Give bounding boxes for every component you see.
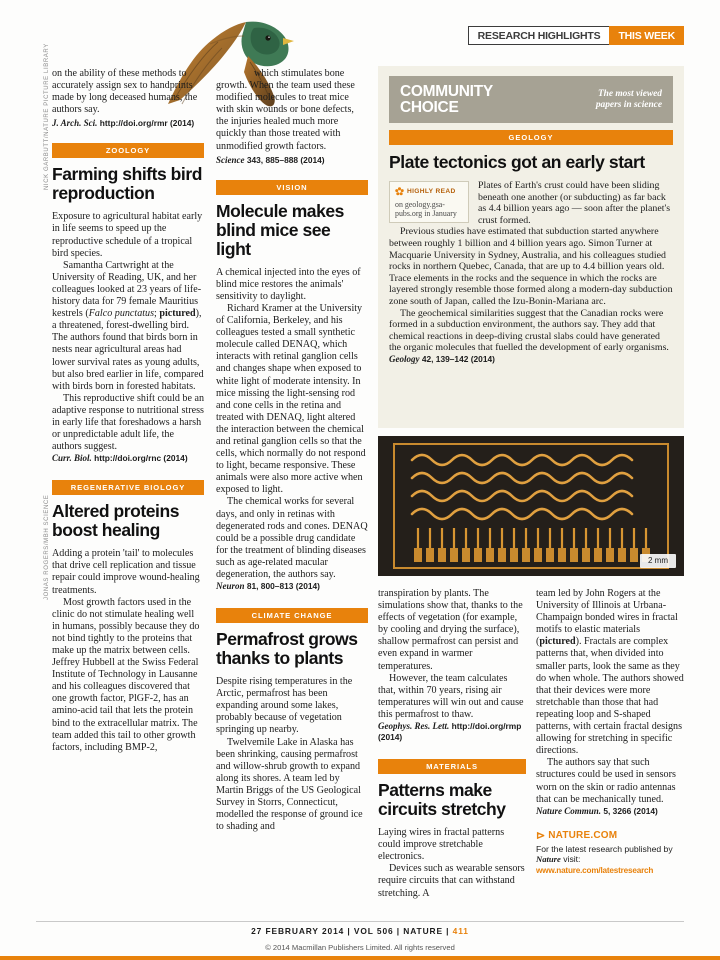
article-regenerative-biology bbox=[52, 480, 204, 754]
headline-vision: Molecule makes blind mice see light bbox=[216, 200, 344, 259]
fractal-circuit-graphic bbox=[378, 436, 684, 576]
carryover-text-col1: on the ability of these methods to accurately assign sex to handprints made by long deceased humans, the authors say. J. Arch. Sci. http://doi.org/rmr (2014) bbox=[52, 68, 204, 129]
nature-com-url[interactable]: www.nature.com/latestresearch bbox=[536, 865, 654, 875]
column-4 bbox=[536, 588, 684, 875]
headline-materials: Patterns make circuits stretchy bbox=[378, 780, 506, 820]
citation-col1-carryover: J. Arch. Sci. http://doi.org/rmr (2014) bbox=[52, 118, 195, 129]
running-head-issue: THIS WEEK bbox=[609, 26, 684, 45]
fractal-circuit-photo bbox=[378, 436, 684, 576]
article-climate-change bbox=[216, 608, 368, 833]
headline-geology: Plate tectonics got an early start bbox=[389, 152, 645, 172]
kicker-materials: MATERIALS bbox=[378, 759, 526, 774]
zoology-para2: Samantha Cartwright at the University of Reading, UK, and her colleagues looked at 23 years of life-history data for 79 female Mauritius kestrels (Falco punctatus; pictured), a threatened, forest-dwelling bird. The authors found that birds born in nests near agricultural areas had lower survival rates as young adults, but also bred earlier in life, compared with birds born in forested habitats. bbox=[52, 259, 204, 392]
citation-nature-commun: Nature Commun. 5, 3266 (2014) bbox=[536, 805, 658, 816]
article-zoology bbox=[52, 143, 204, 464]
folio-volume: VOL 506 bbox=[353, 926, 394, 936]
citation-col2-carryover: Science 343, 885–888 (2014) bbox=[216, 154, 325, 165]
kicker-climate-change: CLIMATE CHANGE bbox=[216, 608, 368, 623]
folio-date: 27 FEBRUARY 2014 bbox=[251, 926, 345, 936]
community-choice-subtitle: The most viewed papers in science bbox=[595, 88, 662, 110]
highly-read-label: HIGHLY READ bbox=[407, 188, 456, 195]
column-1 bbox=[52, 68, 204, 754]
article-body-climate-change: Despite rising temperatures in the Arctic, permafrost has been expanding around some lakes, probably because of vegetation springing up nearby. Twelvemile Lake in Alaska has been shrinking, causing permafrost and willow-shrub growth to expand along its shores. A team led by Martin Briggs of the US Geological Survey in Storrs, Connecticut, modelled the response of ground ice to shading and bbox=[216, 676, 363, 833]
highly-read-badge bbox=[389, 181, 469, 223]
nature-com-box[interactable] bbox=[536, 829, 684, 875]
citation-zoology: Curr. Biol. http://doi.org/rnc (2014) bbox=[52, 453, 188, 464]
article-vision bbox=[216, 180, 368, 592]
article-body-geology: HIGHLY READ on geology.gsa-pubs.org in January Plates of Earth's crust could have been sliding beneath one another (or subducting) as far back as 4.4 billion years ago — soon after the planet's crust formed. Previous studies have estimated that subduction started anywhere between roughly 1 billion and 4 billion years ago. Simon Turner at Macquarie University in Sydney, Australia, and his colleagues studied rocks in northern Quebec, Canada, that are up to 4.4 billion years old. Trace elements in the rocks and the sequence in which the rocks are layered strongly resemble those formed along a modern-day subduction zone south of Japan, called the Izu-Bonin-Mariana arc. The geochemical similarities suggest that the Canadian rocks were formed in a subduction environment, the authors say. They add that chemical reactions in deep-diving crustal slabs could have generated the organic molecules that fuelled the development of early organisms. Geology 42, 139–142 (2014) bbox=[389, 180, 673, 364]
running-head-section: RESEARCH HIGHLIGHTS bbox=[468, 26, 610, 45]
running-head bbox=[468, 26, 684, 45]
kicker-regenerative-biology: REGENERATIVE BIOLOGY bbox=[52, 480, 204, 495]
article-body-vision: A chemical injected into the eyes of blind mice restores the animals' sensitivity to daylight. Richard Kramer at the University of California, Berkeley, and his colleagues tested a small synthetic molecule called DENAQ, which interacts with retinal ganglion cells and changes shape when exposed to white light of moderate intensity. In mice missing the light-sensing rod and cone cells in the retina and treated with DENAQ, light altered the interaction between the chemical and retinal ganglion cells so that the cells, which normally do not respond to light, became responsive. These animals were also more active when exposed to light. The chemical works for several days, and only in retinas with degenerated rods and cones. DENAQ could be a possible drug candidate for the treatment of blinding diseases such as age-related macular degeneration, the authors say. Neuron 81, 800–813 (2014) bbox=[216, 266, 368, 592]
community-choice-header bbox=[389, 76, 673, 123]
article-body-materials-continued: team led by John Rogers at the University of Illinois at Urbana-Champaign bonded wires in fractal motifs to elastic materials (pictured). Fractals are complex patterns that, when divided into smaller parts, look the same as they do when whole. The authors showed that their devices were more stretchable than those that had repeating loop and S-shaped patterns, with certain fractal designs allowing for stretching in specific directions. The authors say that such structures could be used in sensors worn on the skin or radio antennas that can be mechanically tuned. Nature Commun. 5, 3266 (2014) bbox=[536, 588, 684, 816]
nature-com-label: NATURE.COM bbox=[548, 829, 618, 841]
citation-geophys: Geophys. Res. Lett. http://doi.org/rmp (2014) bbox=[378, 721, 522, 743]
community-choice-title: COMMUNITY CHOICE bbox=[400, 82, 493, 116]
community-choice-box bbox=[378, 66, 684, 428]
column-2 bbox=[216, 68, 368, 833]
folio-page-number: 411 bbox=[452, 926, 469, 936]
article-body-zoology: Exposure to agricultural habitat early in life seems to speed up the reproductive schedule of a tropical bird species. Samantha Cartwright at the University of Reading, UK, and her colleagues looked at 23 years of life-history data for 79 female Mauritius kestrels (Falco punctatus; pictured), a threatened, forest-dwelling bird. The authors found that birds born in nests near agricultural areas had lower survival rates as young adults, but also bred earlier in life, compared with birds born in forested habitats. This reproductive shift could be an adaptive response to nutritional stress in early life that foreshadows a harsh or unpredictable adult life, the authors suggest. Curr. Biol. http://doi.org/rnc (2014) bbox=[52, 211, 204, 464]
scale-bar-label: 2 mm bbox=[640, 554, 676, 568]
carryover-text-col2: which stimulates bone growth. When the team used these modified molecules to treat mice with skin wounds or bone defects, the injuries healed much more quickly than those treated with unmodified growth factors. Science 343, 885–888 (2014) bbox=[216, 68, 368, 166]
flower-icon bbox=[395, 187, 404, 196]
arrow-right-icon: ⊳ bbox=[536, 829, 546, 842]
footer-divider bbox=[36, 921, 684, 922]
bottom-accent-bar bbox=[0, 956, 720, 960]
nature-com-text: For the latest research published by Nature visit: bbox=[536, 843, 673, 865]
citation-vision: Neuron 81, 800–813 (2014) bbox=[216, 581, 320, 592]
highly-read-text: on geology.gsa-pubs.org in January bbox=[395, 199, 457, 218]
headline-climate-change: Permafrost grows thanks to plants bbox=[216, 629, 358, 669]
kicker-vision: VISION bbox=[216, 180, 368, 195]
materials-para-continued: team led by John Rogers at the University of Illinois at Urbana-Champaign bonded wires in fractal motifs to elastic materials (pictured). Fractals are complex patterns that, when divided into smaller parts, look the same as they do when whole. The authors showed that their devices were more stretchable than those that had repeating loop and S-shaped patterns, with certain fractal designs allowing for stretching in specific directions. bbox=[536, 588, 684, 757]
photo-credit-second: JONAS ROGERS/MBH SCIENCE bbox=[44, 494, 50, 600]
headline-zoology: Farming shifts bird reproduction bbox=[52, 164, 202, 204]
page-folio: 27 FEBRUARY 2014 | VOL 506 | NATURE | 411 bbox=[251, 926, 469, 936]
article-body-materials: Laying wires in fractal patterns could improve stretchable electronics. Devices such as wearable sensors require circuits that can withstand stretching. A bbox=[378, 827, 525, 899]
headline-regenerative-biology: Altered proteins boost healing bbox=[52, 501, 179, 541]
carryover-text-col3: transpiration by plants. The simulations show that, thanks to the effects of vegetation (for example, by cooling and drying the surface), shallow permafrost can persist and even expand in warmer temperatures. However, the team calculates that, within 70 years, rising air temperatures will win out and cause this permafrost to thaw. Geophys. Res. Lett. http://doi.org/rmp (2014) bbox=[378, 588, 526, 743]
article-materials bbox=[378, 759, 526, 900]
column-3 bbox=[378, 588, 526, 900]
article-body-regenerative-biology: Adding a protein 'tail' to molecules that drive cell replication and tissue repair could improve wound-healing treatments. Most growth factors used in the clinic do not stimulate healing well in humans, possibly because they do not bind tightly to the proteins that make up the matrix between cells. Jeffrey Hubbell at the Swiss Federal Institute of Technology in Lausanne and his colleagues discovered that one growth factor, PlGF-2, has an amino-acid tail that lets the protein bind to the extracellular matrix. The team added this tail to other growth factors, including BMP-2, bbox=[52, 548, 200, 753]
photo-credit-kestrel: NICK GARBUTT/NATURE PICTURE LIBRARY bbox=[44, 43, 50, 190]
copyright-line: © 2014 Macmillan Publishers Limited. All rights reserved bbox=[265, 943, 455, 952]
kicker-geology: GEOLOGY bbox=[389, 130, 673, 145]
folio-journal: NATURE bbox=[403, 926, 443, 936]
kicker-zoology: ZOOLOGY bbox=[52, 143, 204, 158]
citation-geology: Geology 42, 139–142 (2014) bbox=[389, 353, 495, 364]
